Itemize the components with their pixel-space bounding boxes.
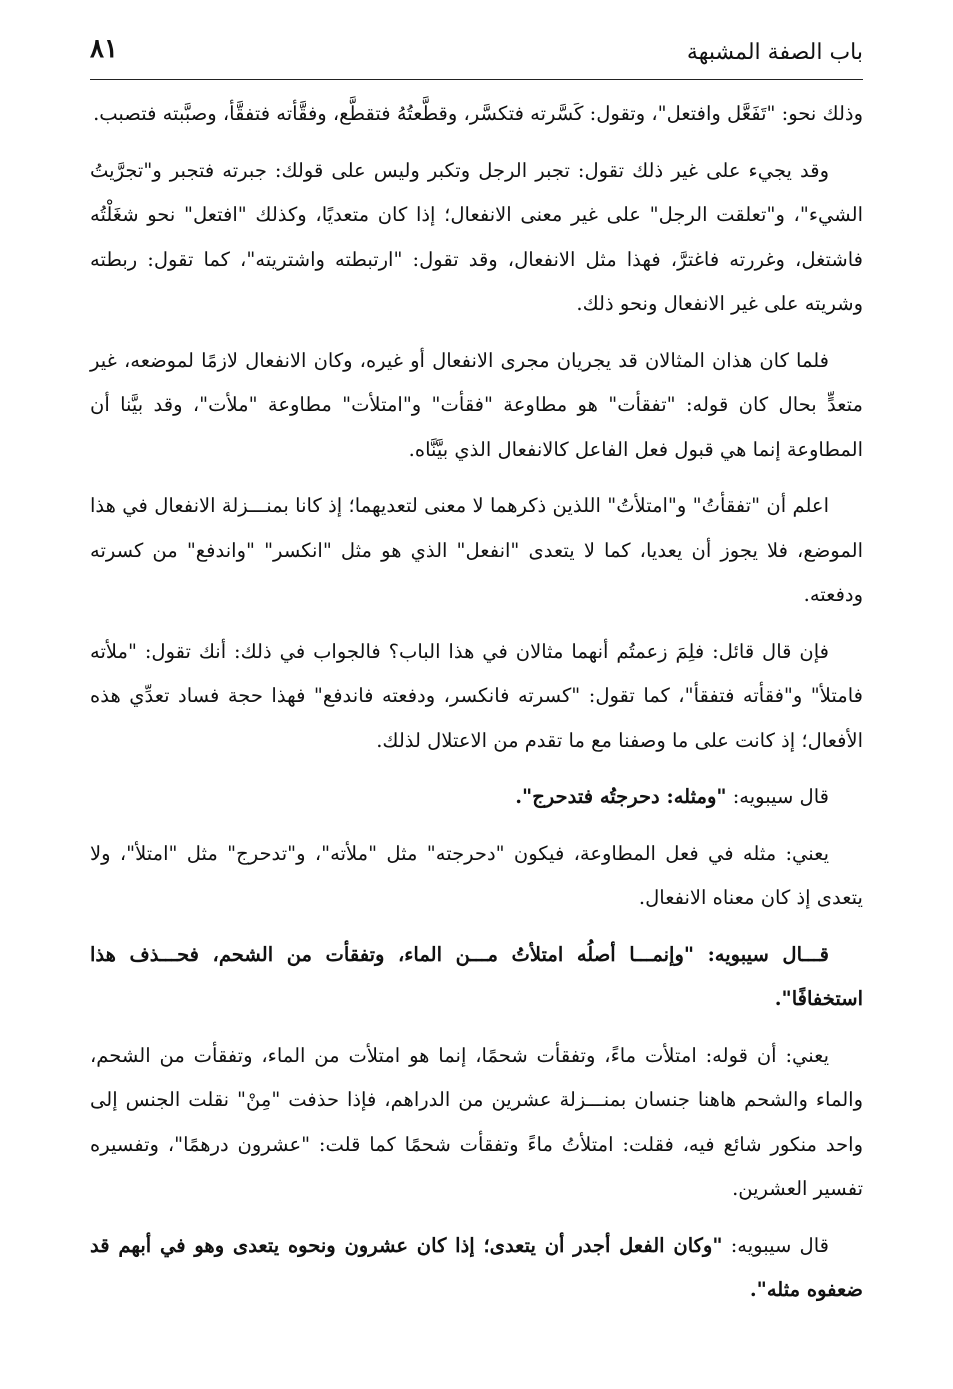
- page-number: ٨١: [90, 34, 118, 64]
- header-rule: [90, 79, 863, 80]
- paragraph: وذلك نحو: "تَفَعَّل وافتعل"، وتقول: كَسَّرته فتكسَّر، وقطَّعتُهُ فتقطَّع، وفقَّأته فتفقَّأ، وصبَّبته فتصبب.: [93, 102, 863, 125]
- page-header: [90, 30, 863, 76]
- quote-text: "ومثله: دحرجتُه فتدحرج".: [515, 785, 727, 808]
- quote-lead: قال سيبويه:: [726, 785, 829, 808]
- quote-paragraph: [90, 933, 863, 1022]
- paragraph: يعني: أن قوله: امتلأت ماءً، وتفقأت شحمًا، إنما هو امتلأت من الماء، وتفقأت من الشحم، والماء والشحم هاهنا جنسان بمنـــزلة عشرين من الدراهم، فإذا حذفت "مِنْ" نقلت الجنس إلى واحد منكور شائع فيه، فقلت: امتلأتُ ماءً وتفقأت شحمًا كما قلت: "عشرون درهمًا"، وتفسيره تفسير العشرين.: [90, 1043, 863, 1200]
- quote-lead: قال سيبويه:: [722, 1233, 829, 1257]
- paragraph: وقد يجيء على غير ذلك تقول: تجبر الرجل وتكبر وليس على قولك: جبرته فتجبر و"تجرَّيتُ الشيء"، و"تعلقت الرجل" على غير معنى الانفعال؛ إذا كان متعديًا، وكذلك "افتعل" نحو شغَلْتُه فاشتغل، وغررته فاغترَّ، فهذا مثل الانفعال، وقد تقول: "ارتبطته واشتريته"، كما تقول: ربطته وشريته على غير الانفعال ونحو ذلك.: [90, 158, 863, 315]
- paragraph: فإن قال قائل: فلِمَ زعمتُم أنهما مثالان في هذا الباب؟ فالجواب في ذلك: أنك تقول: "ملأته فامتلأ" و"فقأته فتفقأ"، كما تقول: "كسرته فانكسر، ودفعته فاندفع" فهذا حجة فساد تعدِّي هذه الأفعال؛ إذ كانت على ما وصفنا مع ما تقدم من الاعتلال لذلك.: [90, 639, 863, 752]
- paragraph: فلما كان هذان المثالان قد يجريان مجرى الانفعال أو غيره، وكان الانفعال لازمًا لموضعه، غير متعدٍّ بحال كان قوله: "تفقأت" هو مطاوعة "فقأت" و"امتلأت" مطاوعة "ملأت"، وقد بيَّنا أن المطاوعة إنما هي قبول فعل الفاعل كالانفعال الذي بيَّنَّاه.: [90, 348, 863, 461]
- quote-text: قـــال سيبويه: "وإنمـــا أصلُه امتلأتُ مـــن الماء، وتفقأت من الشحم، فحـــذف هذا استخفافًا".: [90, 942, 863, 1010]
- quote-paragraph: [90, 1224, 863, 1313]
- quote-text: "وكان الفعل أجدر أن يتعدى؛ إذا كان عشرون ونحوه يتعدى وهو في أبهم قد ضعفوه مثله".: [90, 1233, 863, 1301]
- paragraph: يعني: مثله في فعل المطاوعة، فيكون "دحرجته" مثل "ملأته"، و"تدحرج" مثل "امتلأ"، ولا يتعدى إذ كان معناه الانفعال.: [90, 841, 863, 909]
- paragraph: اعلم أن "تفقأتُ" و"امتلأتُ" اللذين ذكرهما لا معنى لتعديهما؛ إذ كانا بمنـــزلة الانفعال في هذا الموضع، فلا يجوز أن يعديا، كما لا يتعدى "انفعل" الذي هو مثل "انكسر" "واندفع" من كسرته ودفعته.: [90, 494, 863, 606]
- body-text: [90, 92, 863, 1325]
- quote-paragraph: [90, 775, 863, 820]
- running-title: باب الصفة المشبهة: [686, 40, 863, 65]
